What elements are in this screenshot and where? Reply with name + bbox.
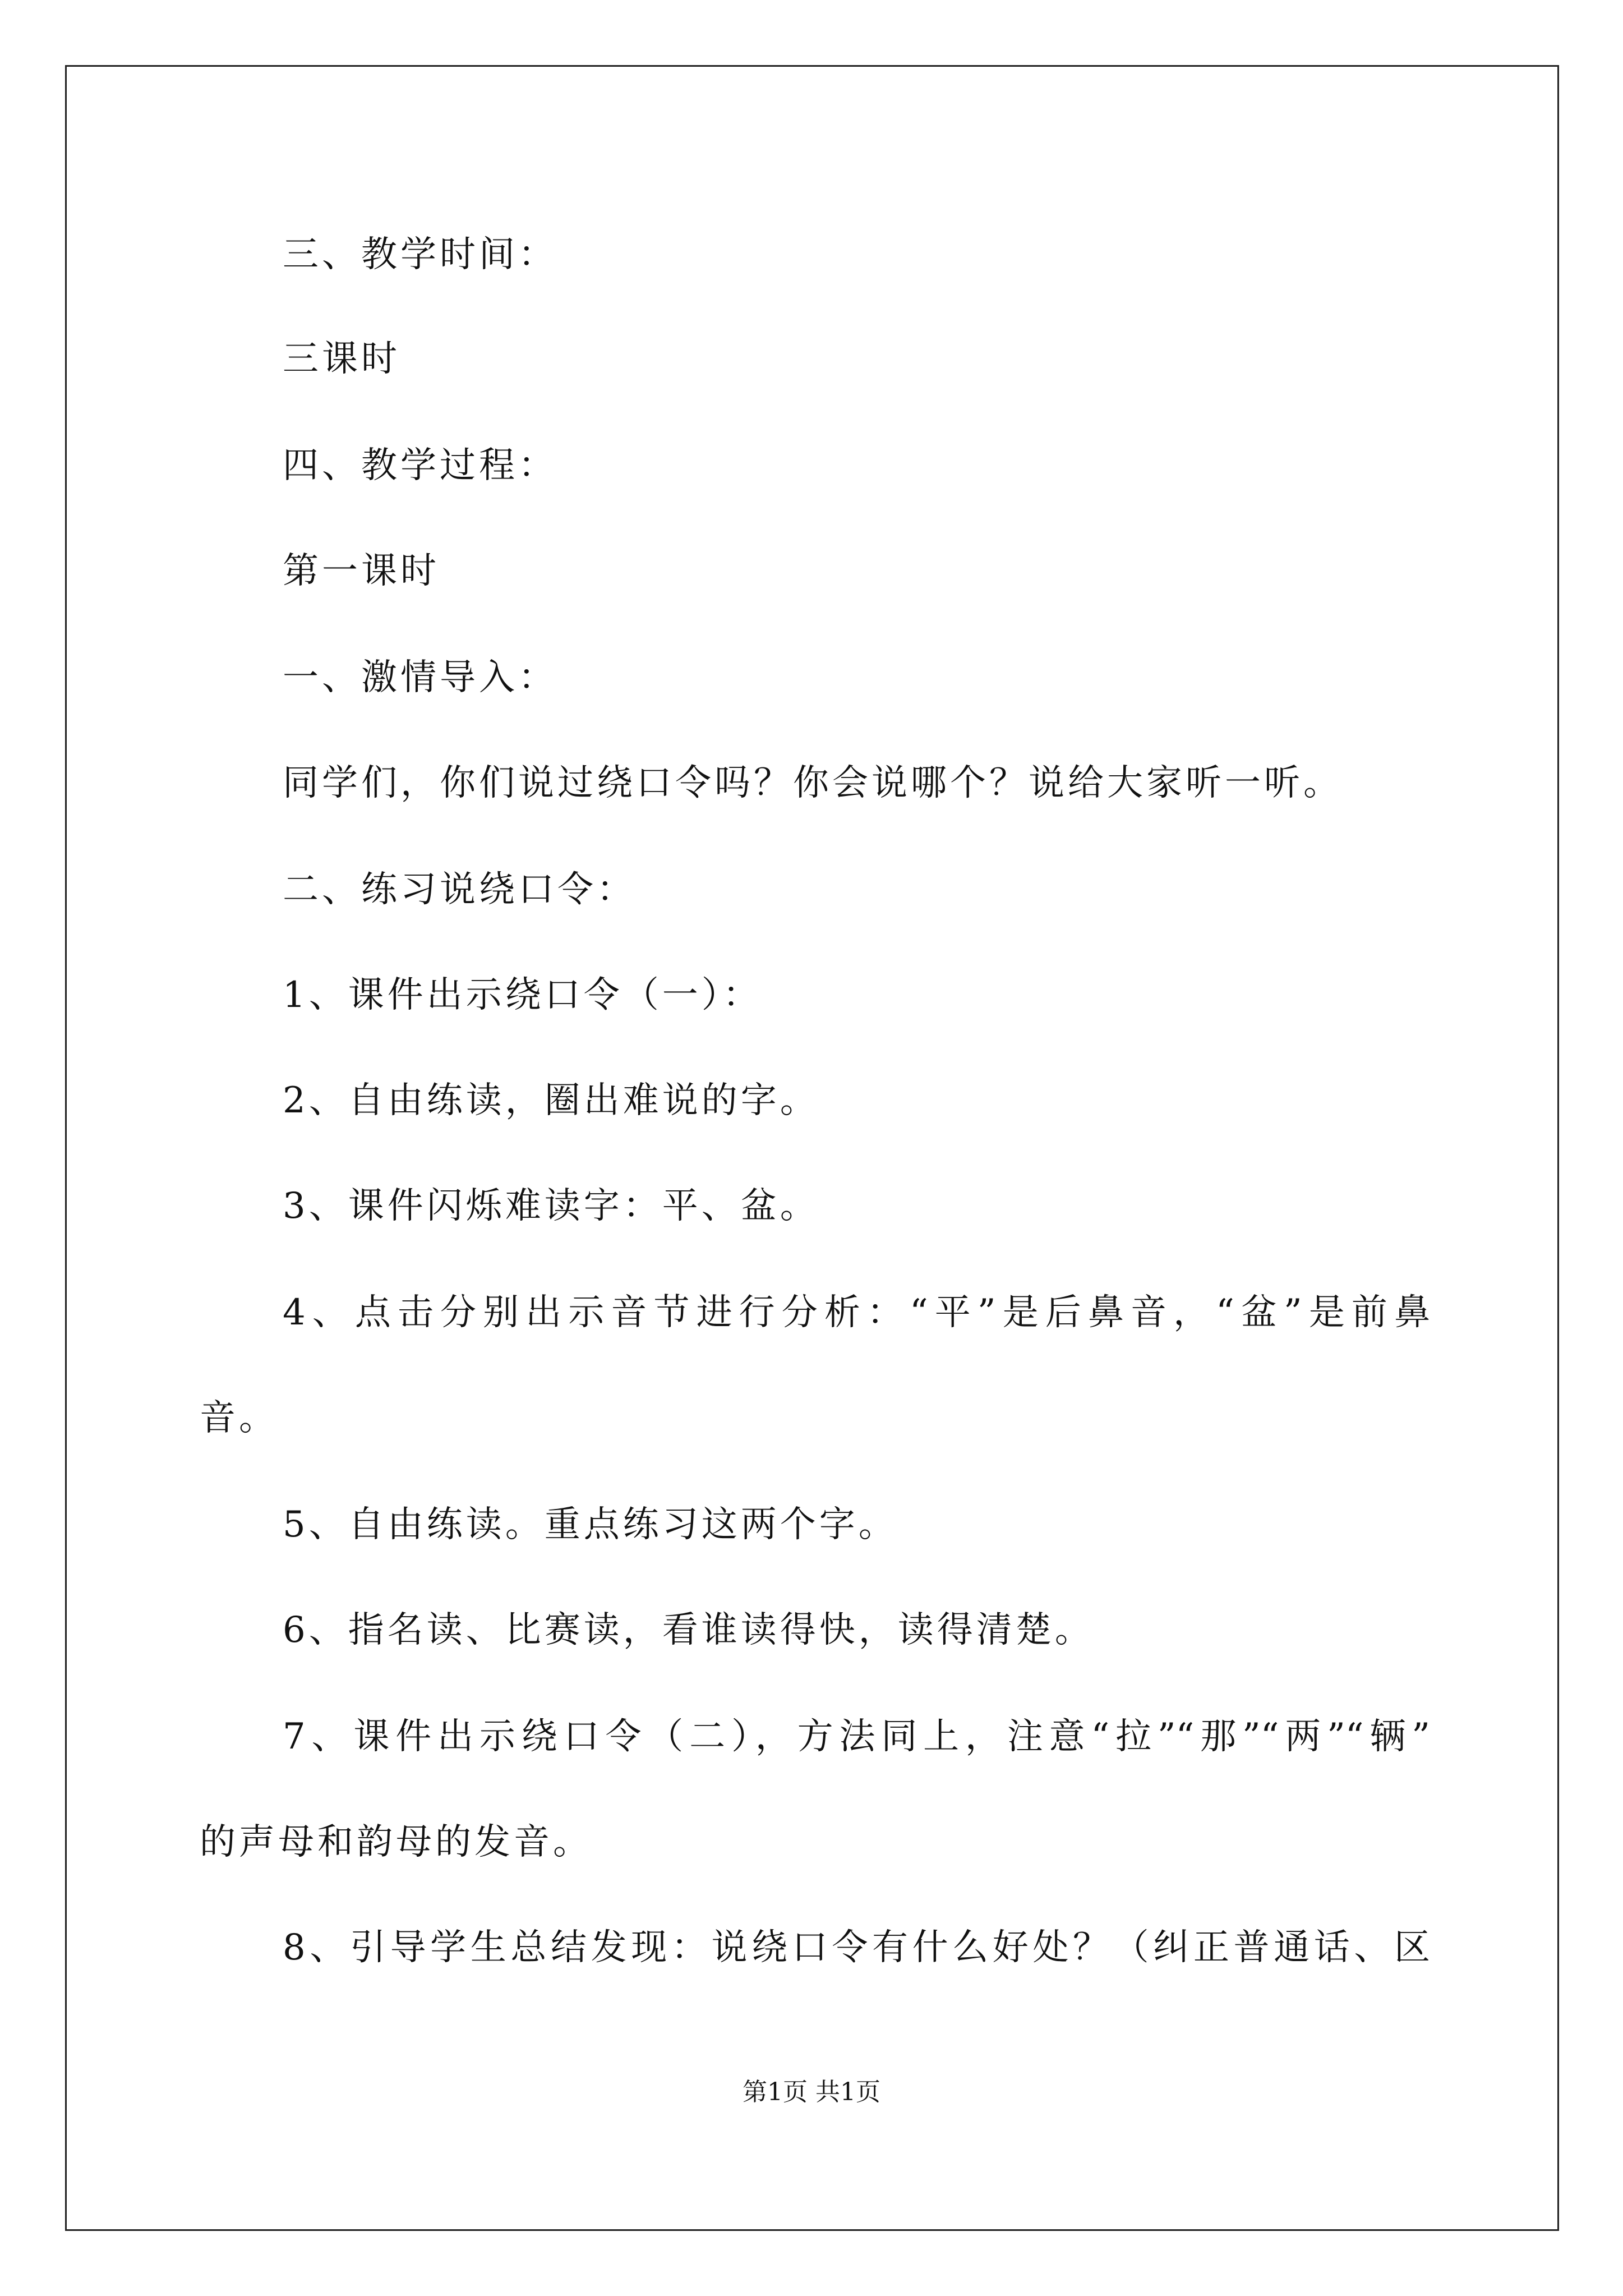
paragraph-step-4-line-2: 音。	[200, 1397, 278, 1439]
paragraph-step-2: 2、自由练读，圈出难说的字。	[283, 1080, 819, 1121]
paragraph-practice-heading: 二、练习说绕口令：	[283, 869, 636, 910]
page-number-footer: 第1页 共1页	[743, 2078, 880, 2106]
paragraph-step-7-line-1: 7、课件出示绕口令（二），方法同上，注意“拉”“那”“两”“辆”	[283, 1716, 1430, 1757]
paragraph-introduction-heading: 一、激情导入：	[283, 657, 557, 698]
page-frame	[65, 65, 1559, 2231]
paragraph-step-6: 6、指名读、比赛读，看谁读得快，读得清楚。	[283, 1609, 1094, 1651]
paragraph-teaching-time-heading: 三、教学时间：	[283, 234, 557, 275]
paragraph-teaching-process-heading: 四、教学过程：	[283, 445, 557, 486]
paragraph-first-period: 第一课时	[283, 550, 440, 592]
paragraph-step-8-line-1: 8、引导学生总结发现：说绕口令有什么好处？（纠正普通话、区	[283, 1927, 1430, 1968]
paragraph-step-3: 3、课件闪烁难读字：平、盆。	[283, 1185, 819, 1227]
paragraph-step-1: 1、课件出示绕口令（一）：	[283, 974, 762, 1016]
paragraph-three-periods: 三课时	[283, 338, 400, 380]
paragraph-step-5: 5、自由练读。重点练习这两个字。	[283, 1504, 898, 1545]
paragraph-step-7-line-2: 的声母和韵母的发音。	[200, 1821, 592, 1863]
paragraph-introduction-question: 同学们，你们说过绕口令吗？你会说哪个？说给大家听一听。	[283, 762, 1343, 804]
paragraph-step-4-line-1: 4、点击分别出示音节进行分析：“平”是后鼻音，“盆”是前鼻	[283, 1292, 1430, 1333]
